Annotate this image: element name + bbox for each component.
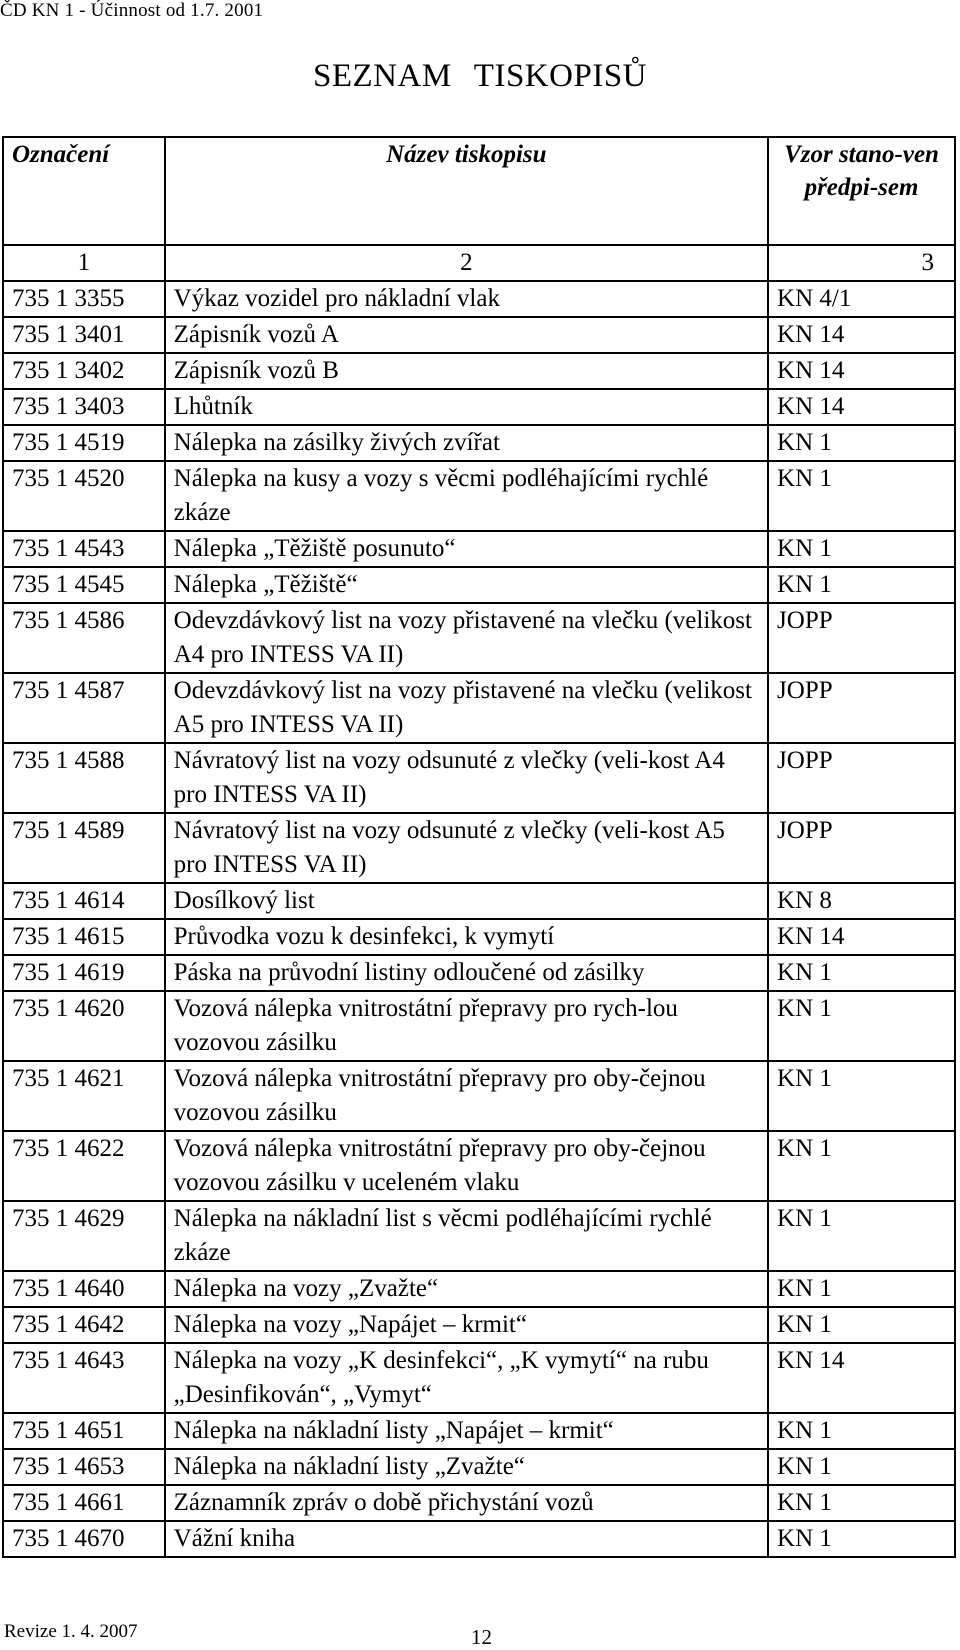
form-pattern: KN 1 bbox=[768, 1201, 955, 1271]
form-code: 735 1 4545 bbox=[3, 567, 165, 603]
form-pattern: KN 1 bbox=[768, 1271, 955, 1307]
form-pattern: KN 1 bbox=[768, 425, 955, 461]
form-name: Nálepka na vozy „Napájet – krmit“ bbox=[165, 1307, 768, 1343]
form-code: 735 1 3403 bbox=[3, 389, 165, 425]
form-pattern: KN 8 bbox=[768, 883, 955, 919]
page-title: SEZNAM TISKOPISŮ bbox=[312, 58, 648, 94]
table-header-row bbox=[3, 137, 955, 245]
form-name: Dosílkový list bbox=[165, 883, 768, 919]
table-row bbox=[3, 1485, 955, 1521]
revision-note: Revize 1. 4. 2007 bbox=[4, 1621, 138, 1642]
form-pattern: KN 1 bbox=[768, 955, 955, 991]
form-code: 735 1 4587 bbox=[3, 673, 165, 743]
form-name: Odevzdávkový list na vozy přistavené na vlečku (velikost A5 pro INTESS VA II) bbox=[165, 673, 768, 743]
form-name: Nálepka „Těžiště“ bbox=[165, 567, 768, 603]
form-code: 735 1 4620 bbox=[3, 991, 165, 1061]
form-code: 735 1 4622 bbox=[3, 1131, 165, 1201]
table-row bbox=[3, 425, 955, 461]
form-pattern: KN 1 bbox=[768, 531, 955, 567]
form-pattern: KN 1 bbox=[768, 1449, 955, 1485]
form-pattern: KN 4/1 bbox=[768, 281, 955, 317]
table-row bbox=[3, 317, 955, 353]
document-header: ČD KN 1 - Účinnost od 1.7. 2001 bbox=[0, 0, 264, 21]
form-code: 735 1 4661 bbox=[3, 1485, 165, 1521]
column-number-row bbox=[3, 245, 955, 281]
form-name: Nálepka „Těžiště posunuto“ bbox=[165, 531, 768, 567]
form-name: Nálepka na zásilky živých zvířat bbox=[165, 425, 768, 461]
form-name: Návratový list na vozy odsunuté z vlečky (veli-kost A4 pro INTESS VA II) bbox=[165, 743, 768, 813]
table-row bbox=[3, 991, 955, 1061]
form-pattern: KN 1 bbox=[768, 567, 955, 603]
table-row bbox=[3, 1201, 955, 1271]
form-code: 735 1 4520 bbox=[3, 461, 165, 531]
table-row bbox=[3, 1413, 955, 1449]
form-pattern: JOPP bbox=[768, 673, 955, 743]
form-name: Nálepka na kusy a vozy s věcmi podléhajícími rychlé zkáze bbox=[165, 461, 768, 531]
form-pattern: KN 14 bbox=[768, 389, 955, 425]
form-pattern: KN 1 bbox=[768, 991, 955, 1061]
column-number: 3 bbox=[768, 245, 955, 281]
form-code: 735 1 4651 bbox=[3, 1413, 165, 1449]
form-code: 735 1 4588 bbox=[3, 743, 165, 813]
form-code: 735 1 3402 bbox=[3, 353, 165, 389]
form-pattern: JOPP bbox=[768, 743, 955, 813]
form-pattern: JOPP bbox=[768, 813, 955, 883]
form-pattern: KN 1 bbox=[768, 1521, 955, 1557]
form-pattern: KN 1 bbox=[768, 1413, 955, 1449]
table-row bbox=[3, 353, 955, 389]
form-code: 735 1 4589 bbox=[3, 813, 165, 883]
form-name: Nálepka na nákladní listy „Napájet – krmit“ bbox=[165, 1413, 768, 1449]
form-name: Lhůtník bbox=[165, 389, 768, 425]
column-header-code: Označení bbox=[3, 137, 165, 245]
form-code: 735 1 4640 bbox=[3, 1271, 165, 1307]
form-name: Nálepka na nákladní listy „Zvažte“ bbox=[165, 1449, 768, 1485]
form-name: Zápisník vozů B bbox=[165, 353, 768, 389]
table-row bbox=[3, 1343, 955, 1413]
table-row bbox=[3, 1061, 955, 1131]
form-pattern: JOPP bbox=[768, 603, 955, 673]
form-code: 735 1 4643 bbox=[3, 1343, 165, 1413]
form-code: 735 1 4586 bbox=[3, 603, 165, 673]
page-number: 12 bbox=[471, 1625, 492, 1649]
form-code: 735 1 3401 bbox=[3, 317, 165, 353]
form-code: 735 1 4519 bbox=[3, 425, 165, 461]
form-code: 735 1 4615 bbox=[3, 919, 165, 955]
form-code: 735 1 4614 bbox=[3, 883, 165, 919]
form-pattern: KN 1 bbox=[768, 1307, 955, 1343]
column-header-name: Název tiskopisu bbox=[165, 137, 768, 245]
form-name: Nálepka na vozy „K desinfekci“, „K vymytí“ na rubu „Desinfikován“, „Vymyt“ bbox=[165, 1343, 768, 1413]
form-pattern: KN 14 bbox=[768, 353, 955, 389]
table-row bbox=[3, 281, 955, 317]
table-row bbox=[3, 919, 955, 955]
form-pattern: KN 1 bbox=[768, 1131, 955, 1201]
form-pattern: KN 14 bbox=[768, 919, 955, 955]
form-pattern: KN 1 bbox=[768, 1061, 955, 1131]
form-name: Vozová nálepka vnitrostátní přepravy pro rych-lou vozovou zásilku bbox=[165, 991, 768, 1061]
form-code: 735 1 4653 bbox=[3, 1449, 165, 1485]
forms-table bbox=[2, 136, 956, 1558]
form-code: 735 1 4642 bbox=[3, 1307, 165, 1343]
form-name: Páska na průvodní listiny odloučené od zásilky bbox=[165, 955, 768, 991]
table-row bbox=[3, 813, 955, 883]
form-code: 735 1 3355 bbox=[3, 281, 165, 317]
table-row bbox=[3, 531, 955, 567]
form-code: 735 1 4621 bbox=[3, 1061, 165, 1131]
table-row bbox=[3, 461, 955, 531]
form-name: Vozová nálepka vnitrostátní přepravy pro oby-čejnou vozovou zásilku v uceleném vlaku bbox=[165, 1131, 768, 1201]
table-body bbox=[3, 281, 955, 1557]
form-name: Vozová nálepka vnitrostátní přepravy pro oby-čejnou vozovou zásilku bbox=[165, 1061, 768, 1131]
form-pattern: KN 14 bbox=[768, 317, 955, 353]
form-pattern: KN 1 bbox=[768, 1485, 955, 1521]
form-name: Zápisník vozů A bbox=[165, 317, 768, 353]
table-row bbox=[3, 955, 955, 991]
column-number: 1 bbox=[3, 245, 165, 281]
table-row bbox=[3, 389, 955, 425]
table-row bbox=[3, 673, 955, 743]
table-row bbox=[3, 1271, 955, 1307]
table-row bbox=[3, 883, 955, 919]
form-name: Nálepka na nákladní list s věcmi podléhajícími rychlé zkáze bbox=[165, 1201, 768, 1271]
form-name: Nálepka na vozy „Zvažte“ bbox=[165, 1271, 768, 1307]
form-name: Průvodka vozu k desinfekci, k vymytí bbox=[165, 919, 768, 955]
form-name: Výkaz vozidel pro nákladní vlak bbox=[165, 281, 768, 317]
form-code: 735 1 4670 bbox=[3, 1521, 165, 1557]
form-name: Odevzdávkový list na vozy přistavené na vlečku (velikost A4 pro INTESS VA II) bbox=[165, 603, 768, 673]
form-pattern: KN 1 bbox=[768, 461, 955, 531]
table-row bbox=[3, 603, 955, 673]
table-row bbox=[3, 1449, 955, 1485]
form-name: Návratový list na vozy odsunuté z vlečky (veli-kost A5 pro INTESS VA II) bbox=[165, 813, 768, 883]
column-header-pattern: Vzor stano-ven předpi-sem bbox=[768, 137, 955, 245]
form-pattern: KN 14 bbox=[768, 1343, 955, 1413]
form-name: Vážní kniha bbox=[165, 1521, 768, 1557]
form-code: 735 1 4629 bbox=[3, 1201, 165, 1271]
form-code: 735 1 4543 bbox=[3, 531, 165, 567]
column-number: 2 bbox=[165, 245, 768, 281]
form-code: 735 1 4619 bbox=[3, 955, 165, 991]
table-row bbox=[3, 1521, 955, 1557]
table-row bbox=[3, 1131, 955, 1201]
form-name: Záznamník zpráv o době přichystání vozů bbox=[165, 1485, 768, 1521]
table-row bbox=[3, 567, 955, 603]
table-row bbox=[3, 743, 955, 813]
table-row bbox=[3, 1307, 955, 1343]
